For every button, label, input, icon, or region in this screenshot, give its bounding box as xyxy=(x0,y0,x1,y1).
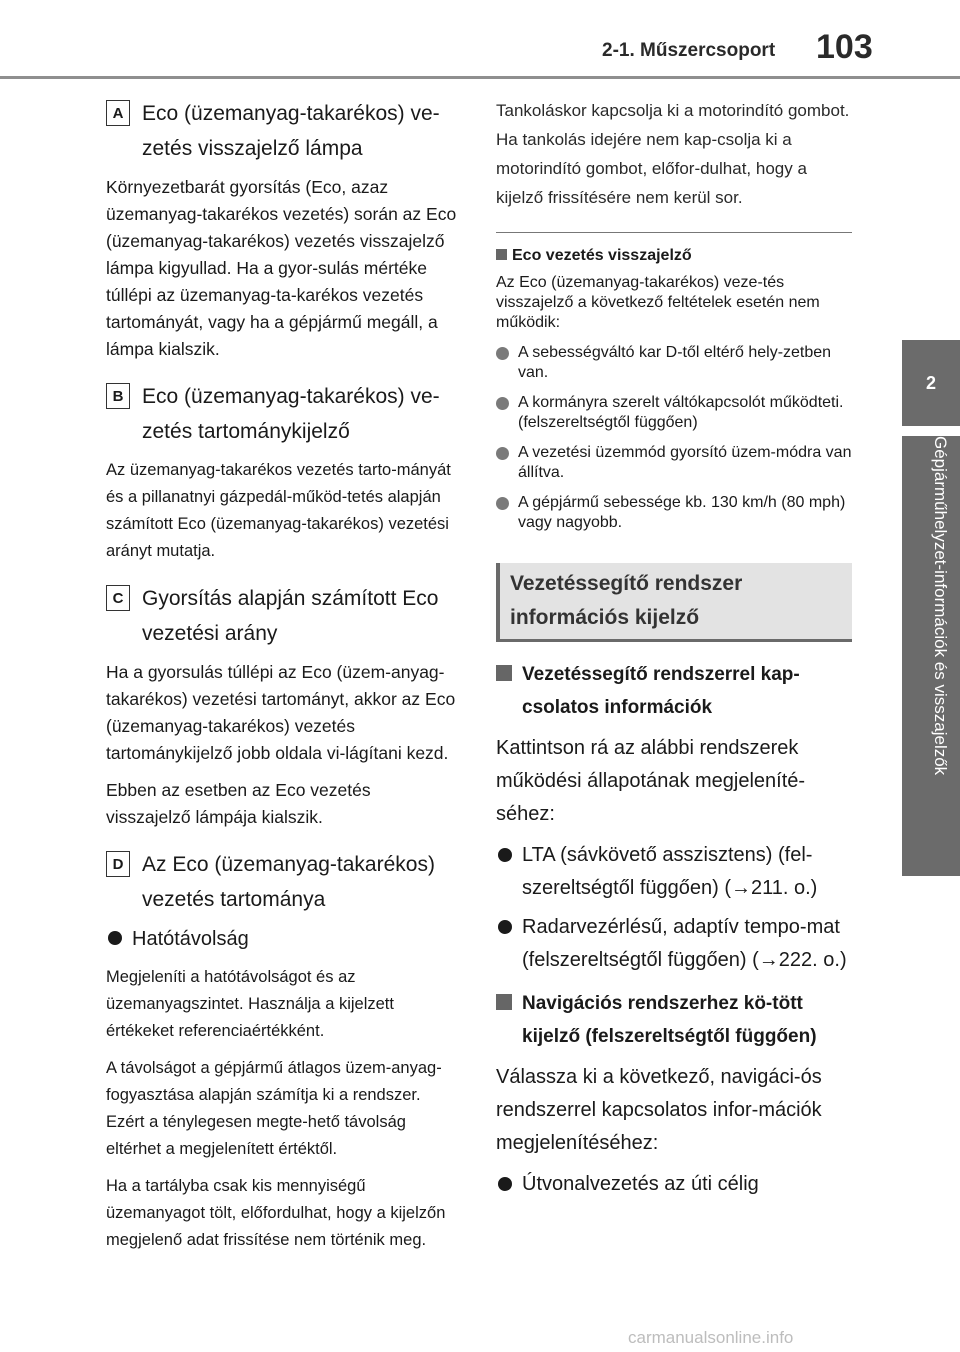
list-item xyxy=(496,343,852,383)
item-a-heading xyxy=(106,96,458,166)
driver-assist-text: Kattintson rá az alábbi rendszerek működési állapotának megjeleníté-séhez: xyxy=(496,737,806,825)
eco-condition-3: A vezetési üzemmód gyorsító üzem-módra van állítva. xyxy=(518,444,852,481)
navigation-heading-text: Navigációs rendszerhez kö-tött kijelző (felszereltségtől függően) xyxy=(522,993,817,1047)
eco-indicator-heading-text: Eco vezetés visszajelző xyxy=(512,247,692,264)
chapter-tab-title: Gépjárműhelyzet-információk és visszajelzők xyxy=(931,436,950,776)
item-a-label: A xyxy=(106,100,130,126)
bullet-dot-icon xyxy=(498,1177,512,1191)
section-title-rule xyxy=(496,639,852,642)
item-d-text-3: Ha a tartályba csak kis mennyiségű üzemanyagot tölt, előfordulhat, hogy a kijelzőn megjelenő adat frissítése nem történik meg. xyxy=(106,1177,446,1249)
item-b-label: B xyxy=(106,383,130,409)
list-item xyxy=(496,493,852,533)
chapter-tab-number: 2 xyxy=(902,340,960,426)
item-d-heading xyxy=(106,847,458,917)
item-c-heading-text: Gyorsítás alapján számított Eco vezetési arány xyxy=(142,587,439,645)
bullet-dot-icon xyxy=(498,920,512,934)
chapter-tab xyxy=(902,436,960,876)
eco-condition-2: A kormányra szerelt váltókapcsolót működteti. (felszereltségtől függően) xyxy=(518,394,844,431)
list-item xyxy=(496,1168,852,1201)
circle-bullet-icon xyxy=(496,447,509,460)
right-column xyxy=(496,96,852,1207)
list-item xyxy=(496,443,852,483)
cruise-item: Radarvezérlésű, adaptív tempo-mat (felszereltségtől függően) (→222. o.) xyxy=(522,916,847,971)
square-bullet-icon xyxy=(496,994,512,1010)
header-rule xyxy=(0,76,960,79)
list-item xyxy=(496,393,852,433)
route-guidance-item: Útvonalvezetés az úti célig xyxy=(522,1173,759,1195)
range-bullet xyxy=(106,923,458,956)
item-d-text-1: Megjeleníti a hatótávolságot és az üzemanyagszintet. Használja a kijelzett értékeket referenciaértékként. xyxy=(106,968,394,1040)
refuel-note: Tankoláskor kapcsolja ki a motorindító gombot. Ha tankolás idejére nem kap-csolja ki a motorindító gombot, előfor-dulhat, hogy a kijelző frissítésére nem kerül sor. xyxy=(496,101,850,207)
item-a-heading-text: Eco (üzemanyag-takarékos) ve-zetés visszajelző lámpa xyxy=(142,102,440,160)
section-divider xyxy=(496,232,852,233)
watermark: carmanualsonline.info xyxy=(628,1328,794,1347)
eco-indicator-text: Az Eco (üzemanyag-takarékos) veze-tés visszajelző a következő feltételek esetén nem működik: xyxy=(496,274,820,331)
bullet-dot-icon xyxy=(108,931,122,945)
bullet-dot-icon xyxy=(498,848,512,862)
item-b-heading-text: Eco (üzemanyag-takarékos) ve-zetés tartománykijelző xyxy=(142,385,440,443)
item-d-label: D xyxy=(106,851,130,877)
eco-condition-4: A gépjármű sebessége kb. 130 km/h (80 mph) vagy nagyobb. xyxy=(518,494,846,531)
item-c-heading xyxy=(106,581,458,651)
section-title: 2-1. Műszercsoport xyxy=(602,40,776,61)
item-d-heading-text: Az Eco (üzemanyag-takarékos) vezetés tartománya xyxy=(142,853,435,911)
driver-assist-heading xyxy=(496,658,852,724)
driver-assist-heading-text: Vezetéssegítő rendszerrel kap-csolatos információk xyxy=(522,664,800,718)
item-d-text-2: A távolságot a gépjármű átlagos üzem-anyag-fogyasztása alapján számítja ki a rendszer. Ezért a ténylegesen megte-hető távolság eltérhet a megjelenített értéktől. xyxy=(106,1059,442,1158)
navigation-heading xyxy=(496,987,852,1053)
left-column xyxy=(106,96,458,1264)
item-c-text-2: Ebben az esetben az Eco vezetés visszajelző lámpája kialszik. xyxy=(106,780,371,827)
circle-bullet-icon xyxy=(496,347,509,360)
list-item xyxy=(496,911,852,977)
eco-indicator-heading xyxy=(496,245,852,267)
square-bullet-icon xyxy=(496,665,512,681)
item-b-text: Az üzemanyag-takarékos vezetés tarto-mányát és a pillanatnyi gázpedál-működ-tetés alapján számított Eco (üzemanyag-takarékos) vezetési arányt mutatja. xyxy=(106,461,451,560)
page-number: 103 xyxy=(816,28,873,66)
section-title-box: Vezetéssegítő rendszer információs kijelző xyxy=(496,563,852,639)
navigation-text: Válassza ki a következő, navigáci-ós rendszerrel kapcsolatos infor-mációk megjelenítéséhez: xyxy=(496,1066,822,1154)
square-bullet-icon xyxy=(496,249,507,260)
lta-item: LTA (sávkövető asszisztens) (fel-szereltségtől függően) (→211. o.) xyxy=(522,844,818,899)
list-item xyxy=(496,839,852,905)
range-bullet-text: Hatótávolság xyxy=(132,928,249,950)
circle-bullet-icon xyxy=(496,497,509,510)
item-c-text-1: Ha a gyorsulás túllépi az Eco (üzem-anyag-takarékos) vezetési tartományt, akkor az Eco (üzemanyag-takarékos) vezetés tartománykijelző jobb oldala vi-lágítani kezd. xyxy=(106,662,456,763)
item-c-label: C xyxy=(106,585,130,611)
item-a-text: Környezetbarát gyorsítás (Eco, azaz üzemanyag-takarékos vezetés) során az Eco (üzemanyag-takarékos) vezetés visszajelző lámpa kigyullad. Ha a gyor-sulás mértéke túllépi az üzemanyag-ta-karékos vezetés tartományát, vagy ha a gépjármű megáll, a lámpa kialszik. xyxy=(106,177,457,359)
item-b-heading xyxy=(106,379,458,449)
eco-condition-1: A sebességváltó kar D-től eltérő hely-zetben van. xyxy=(518,344,832,381)
circle-bullet-icon xyxy=(496,397,509,410)
